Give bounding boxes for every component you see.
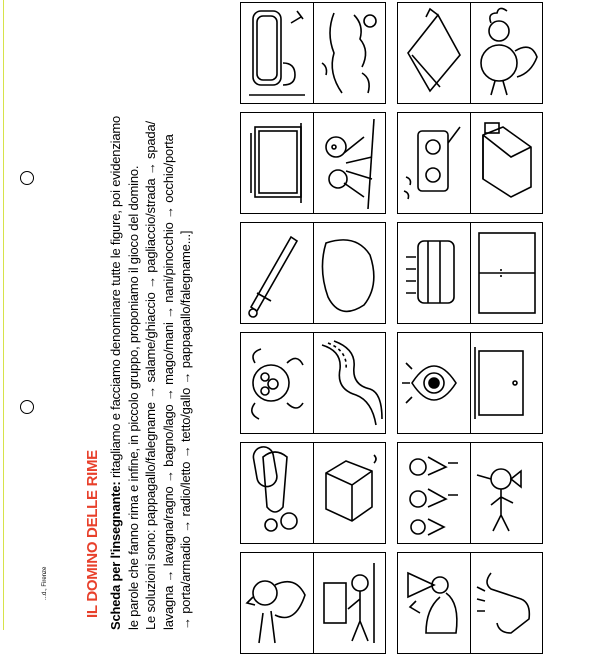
wizard-illustration [398,553,470,653]
domino-tile[interactable] [397,332,543,434]
pinocchio-illustration [471,443,543,543]
instructions-line-2: le parole che fanno rima e infine, in piccolo gruppo, proponiamo il gioco del domino. [125,165,141,630]
domino-grid [240,0,545,630]
publisher-credit: ...d., Firenze [42,566,48,600]
instructions-line-4: lavagna → lavagna/ragno → bagno/lago → mago/mani → nani/pinocchio → occhio/porta [160,134,176,630]
binder-hole [20,171,34,185]
bathtub-illustration [241,3,313,103]
roof-illustration [398,3,470,103]
lake-illustration [314,3,386,103]
domino-tile[interactable] [397,552,543,654]
road-illustration [314,333,386,433]
domino-tile[interactable] [240,112,386,214]
radio-illustration [398,113,470,213]
cake-illustration [398,223,470,323]
hands-illustration [471,553,543,653]
page-edge-line [3,0,4,630]
bed-illustration [471,113,543,213]
domino-tile[interactable] [240,442,386,544]
instructions-line-5: → porta/armadio → radio/letto → tetto/gallo → pappagallo/falegname...] [178,230,193,630]
stone-illustration [314,223,386,323]
dwarves-illustration [398,443,470,543]
door-illustration [471,333,543,433]
carpenter-illustration [314,553,386,653]
domino-tile[interactable] [240,552,386,654]
domino-tile[interactable] [397,222,543,324]
clown-illustration [241,333,313,433]
domino-tile[interactable] [397,2,543,104]
page-title: IL DOMINO DELLE RIME [84,450,101,618]
domino-tile[interactable] [397,112,543,214]
wardrobe-illustration [471,223,543,323]
domino-tile[interactable] [240,2,386,104]
instructions-text [107,0,195,630]
rooster-illustration [471,3,543,103]
domino-tile[interactable] [240,222,386,324]
domino-tile[interactable] [397,442,543,544]
blackboard-illustration [241,113,313,213]
instructions-line-3: Le soluzioni sono: pappagallo/falegname → salame/ghiaccio → pagliaccio/strada → spada/ [143,121,158,630]
sword-illustration [241,223,313,323]
domino-tile[interactable] [240,332,386,434]
ice-cube-illustration [314,443,386,543]
salami-illustration [241,443,313,543]
binder-hole [20,400,34,414]
eye-illustration [398,333,470,433]
instructions-line-1: Scheda per l'insegnante: ritagliamo e facciamo denominare tutte le figure, poi evidenziamo [108,115,123,630]
parrot-illustration [241,553,313,653]
spider-illustration [314,113,386,213]
